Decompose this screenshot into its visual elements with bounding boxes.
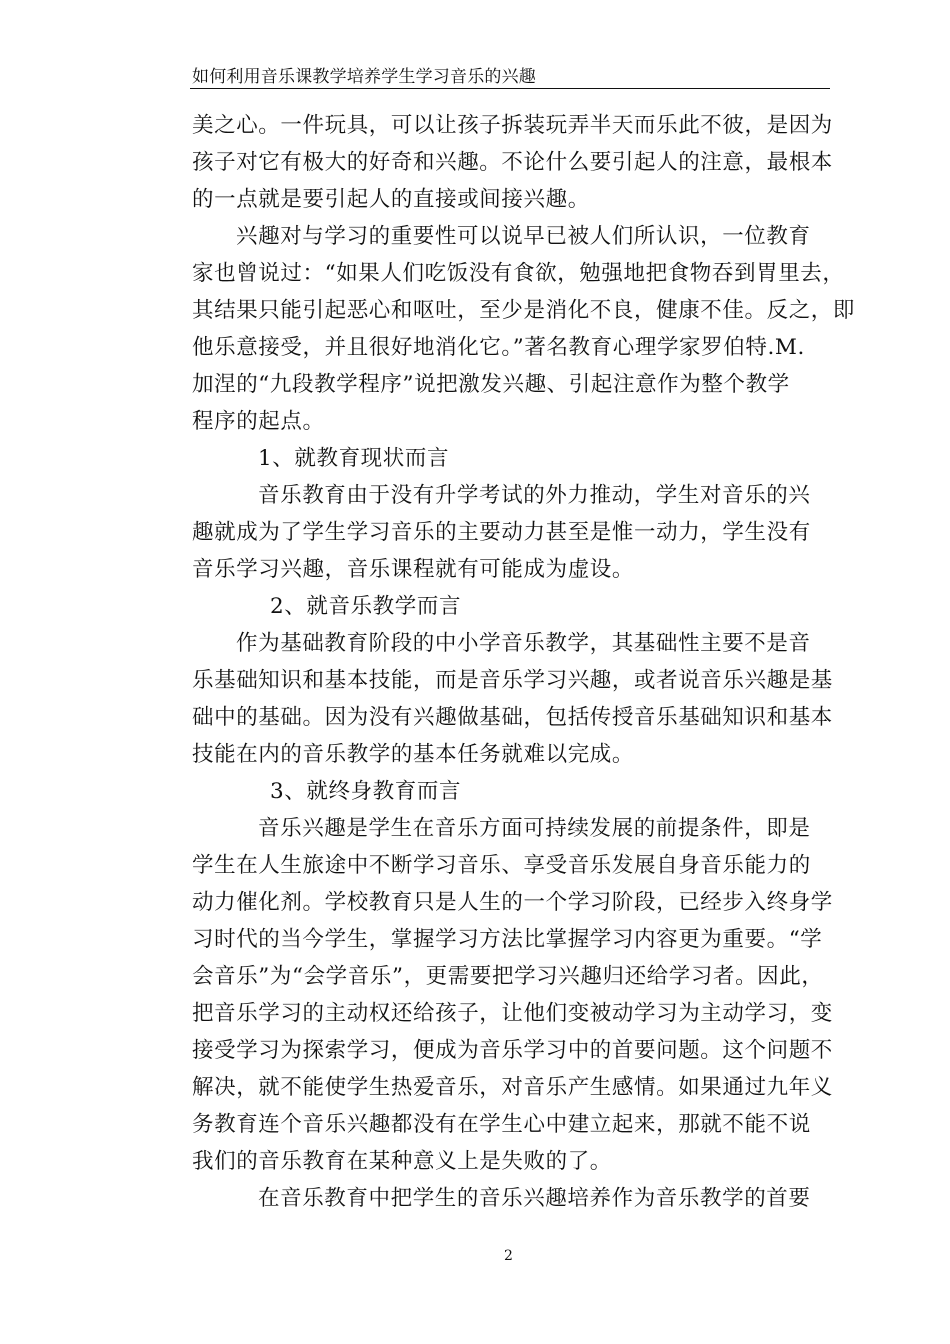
body-line: 音乐教育由于没有升学考试的外力推动，学生对音乐的兴 <box>258 483 811 508</box>
body-line: 在音乐教育中把学生的音乐兴趣培养作为音乐教学的首要 <box>258 1186 811 1211</box>
body-line: 程序的起点。 <box>192 409 325 434</box>
body-line: 础中的基础。因为没有兴趣做基础，包括传授音乐基础知识和基本 <box>192 705 833 730</box>
body-line: 孩子对它有极大的好奇和兴趣。不论什么要引起人的注意，最根本 <box>192 150 833 175</box>
body-line: 解决，就不能使学生热爱音乐，对音乐产生感情。如果通过九年义 <box>192 1075 833 1100</box>
page-number: 2 <box>504 1248 513 1264</box>
body-line: 家也曾说过：“如果人们吃饭没有食欲，勉强地把食物吞到胃里去， <box>192 261 845 286</box>
body-line: 其结果只能引起恶心和呕吐，至少是消化不良，健康不佳。反之，即 <box>192 298 856 323</box>
header-rule <box>190 88 830 89</box>
body-line: 美之心。一件玩具，可以让孩子拆装玩弄半天而乐此不彼，是因为 <box>192 113 833 138</box>
body-line: 技能在内的音乐教学的基本任务就难以完成。 <box>192 742 635 767</box>
body-line: 习时代的当今学生，掌握学习方法比掌握学习内容更为重要。“学 <box>192 927 823 952</box>
body-line: 接受学习为探索学习，便成为音乐学习中的首要问题。这个问题不 <box>192 1038 833 1063</box>
body-line: 作为基础教育阶段的中小学音乐教学，其基础性主要不是音 <box>236 631 811 656</box>
body-line: 兴趣对与学习的重要性可以说早已被人们所认识，一位教育 <box>236 224 811 249</box>
body-line: 学生在人生旅途中不断学习音乐、享受音乐发展自身音乐能力的 <box>192 853 811 878</box>
body-line: 动力催化剂。学校教育只是人生的一个学习阶段，已经步入终身学 <box>192 890 833 915</box>
body-line: 把音乐学习的主动权还给孩子，让他们变被动学习为主动学习，变 <box>192 1001 833 1026</box>
body-line: 乐基础知识和基本技能，而是音乐学习兴趣，或者说音乐兴趣是基 <box>192 668 833 693</box>
body-line: 趣就成为了学生学习音乐的主要动力甚至是惟一动力，学生没有 <box>192 520 811 545</box>
section-heading: 3、就终身教育而言 <box>270 779 462 804</box>
body-line: 会音乐”为“会学音乐”，更需要把学习兴趣归还给学习者。因此， <box>192 964 824 989</box>
body-line: 务教育连个音乐兴趣都没有在学生心中建立起来，那就不能不说 <box>192 1112 811 1137</box>
body-line: 加涅的“九段教学程序”说把激发兴趣、引起注意作为整个教学 <box>192 372 790 397</box>
body-line: 我们的音乐教育在某种意义上是失败的了。 <box>192 1149 612 1174</box>
running-header-title: 如何利用音乐课教学培养学生学习音乐的兴趣 <box>192 67 536 87</box>
section-heading: 2、就音乐教学而言 <box>270 594 462 619</box>
section-heading: 1、就教育现状而言 <box>258 446 450 471</box>
body-line: 他乐意接受，并且很好地消化它。”著名教育心理学家罗伯特.M. <box>192 335 805 360</box>
body-line: 音乐兴趣是学生在音乐方面可持续发展的前提条件，即是 <box>258 816 811 841</box>
body-line: 音乐学习兴趣，音乐课程就有可能成为虚设。 <box>192 557 635 582</box>
body-line: 的一点就是要引起人的直接或间接兴趣。 <box>192 187 590 212</box>
